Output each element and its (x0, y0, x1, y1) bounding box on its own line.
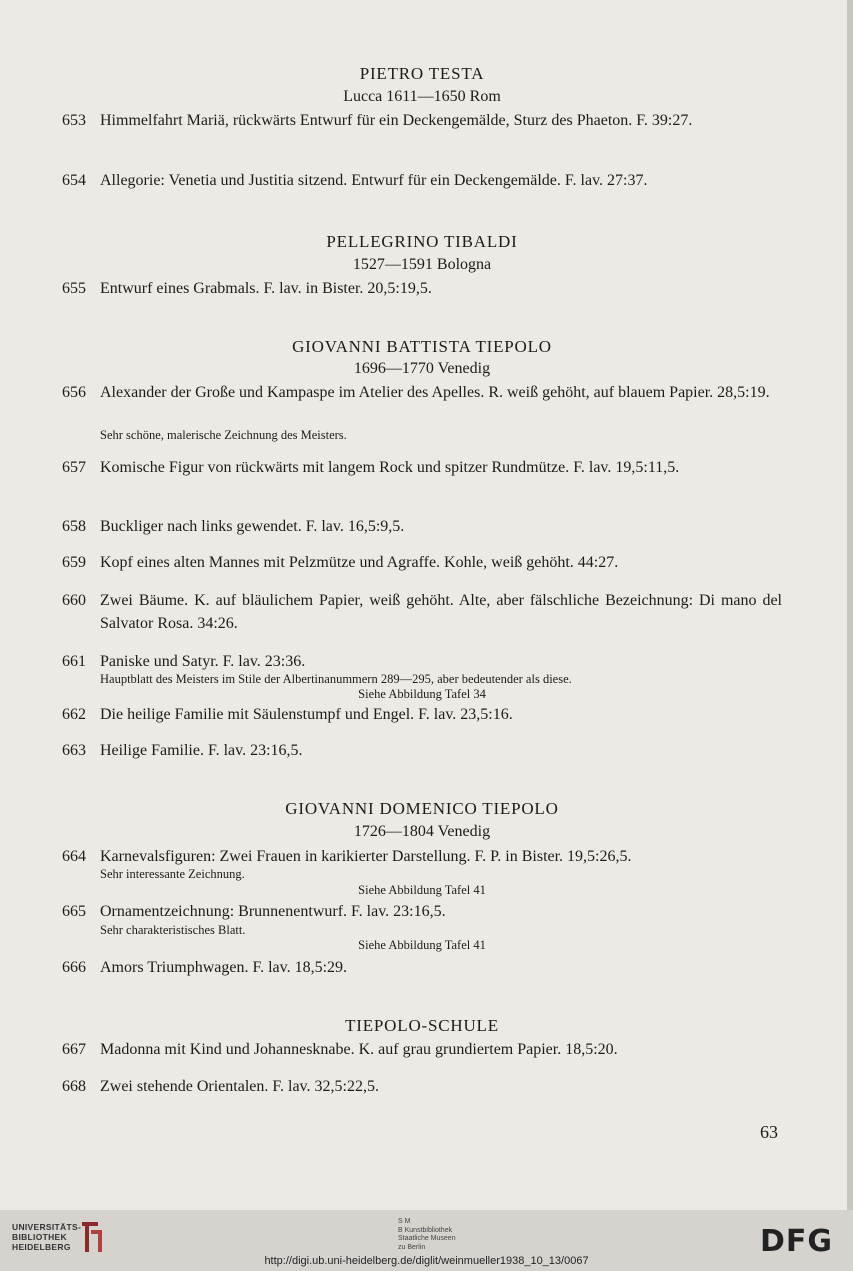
artist-dates: 1726—1804 Venedig (353, 823, 491, 840)
catalog-entry (62, 109, 782, 132)
entry-number: 653 (62, 112, 86, 129)
catalog-entry (62, 956, 782, 979)
entry-number: 661 (62, 653, 86, 670)
entry-number: 664 (62, 848, 86, 865)
artist-heading: GIOVANNI DOMENICO TIEPOLO (285, 799, 559, 818)
library-name[interactable] (12, 1222, 81, 1252)
artist-heading: GIOVANNI BATTISTA TIEPOLO (292, 337, 552, 356)
entry-note: Sehr schöne, malerische Zeichnung des Meisters. (100, 428, 347, 442)
entry-text: Alexander der Große und Kampaspe im Atelier des Apelles. R. weiß gehöht, auf blauem Papier. 28,5:19. (100, 384, 770, 401)
entry-number: 662 (62, 706, 86, 723)
entry-note: Sehr charakteristisches Blatt. (100, 923, 246, 937)
artist-heading: TIEPOLO-SCHULE (345, 1016, 499, 1035)
catalog-entry (62, 703, 782, 726)
entry-text: Zwei Bäume. K. auf bläulichem Papier, weiß gehöht. Alte, aber fälschliche Bezeichnung: Di mano del Salvator Rosa. 34:26. (100, 592, 782, 632)
artist-heading: PELLEGRINO TIBALDI (326, 232, 518, 251)
entry-note: Sehr interessante Zeichnung. (100, 867, 245, 881)
entry-text: Madonna mit Kind und Johannesknabe. K. auf grau grundiertem Papier. 18,5:20. (100, 1041, 618, 1058)
entry-number: 668 (62, 1078, 86, 1095)
artist-heading: PIETRO TESTA (359, 64, 485, 83)
artist-dates: 1696—1770 Venedig (353, 360, 491, 377)
entry-text: Amors Triumphwagen. F. lav. 18,5:29. (100, 959, 348, 976)
catalog-entry (62, 551, 782, 574)
catalog-entry (62, 845, 782, 868)
entry-number: 666 (62, 959, 86, 976)
museum-credit-line: S M (398, 1218, 411, 1225)
entry-number: 656 (62, 384, 86, 401)
page-number: 63 (760, 1122, 778, 1142)
entry-text: Allegorie: Venetia und Justitia sitzend. Entwurf für ein Deckengemälde. F. lav. 27:37. (100, 172, 648, 189)
entry-note: Hauptblatt des Meisters im Stile der Albertinanummern 289—295, aber bedeutender als diese. (100, 672, 572, 686)
plate-reference: Siehe Abbildung Tafel 34 (358, 687, 486, 701)
entry-text: Heilige Familie. F. lav. 23:16,5. (100, 742, 303, 759)
library-name-line: UNIVERSITÄTS- (12, 1222, 82, 1232)
page-edge (847, 0, 853, 1210)
catalog-entry (62, 515, 782, 538)
entry-text: Ornamentzeichnung: Brunnenentwurf. F. lav. 23:16,5. (100, 903, 446, 920)
entry-text: Karnevalsfiguren: Zwei Frauen in karikierter Darstellung. F. P. in Bister. 19,5:26,5. (100, 848, 632, 865)
museum-credit-line: Staatliche Museen (398, 1235, 456, 1242)
entry-number: 667 (62, 1041, 86, 1058)
permalink[interactable]: http://digi.ub.uni-heidelberg.de/diglit/weinmueller1938_10_13/0067 (264, 1255, 589, 1267)
viewer-footer (0, 1210, 853, 1271)
entry-number: 665 (62, 903, 86, 920)
entry-number: 654 (62, 172, 86, 189)
catalog-entry (62, 277, 782, 300)
artist-dates: Lucca 1611—1650 Rom (343, 88, 501, 105)
catalog-entry (62, 456, 782, 479)
entry-number: 660 (62, 592, 86, 609)
catalog-entry (62, 381, 782, 404)
museum-credit-line: zu Berlin (398, 1243, 426, 1251)
entry-number: 663 (62, 742, 86, 759)
plate-reference: Siehe Abbildung Tafel 41 (358, 883, 486, 897)
entry-text: Entwurf eines Grabmals. F. lav. in Bister. 20,5:19,5. (100, 280, 432, 297)
catalog-entry (62, 739, 782, 762)
library-name-line: HEIDELBERG (12, 1242, 71, 1252)
entry-text: Buckliger nach links gewendet. F. lav. 16,5:9,5. (100, 518, 405, 535)
entry-text: Kopf eines alten Mannes mit Pelzmütze und Agraffe. Kohle, weiß gehöht. 44:27. (100, 554, 619, 571)
dfg-logo[interactable]: DFG (760, 1224, 834, 1259)
catalog-entry (62, 900, 782, 923)
entry-number: 659 (62, 554, 86, 571)
entry-number: 655 (62, 280, 86, 297)
library-logo-icon (80, 1218, 104, 1254)
entry-text: Komische Figur von rückwärts mit langem Rock und spitzer Rundmütze. F. lav. 19,5:11,5. (100, 459, 680, 476)
artist-dates: 1527—1591 Bologna (352, 256, 492, 273)
catalog-entry (62, 650, 782, 673)
library-name-line: BIBLIOTHEK (12, 1232, 67, 1242)
plate-reference: Siehe Abbildung Tafel 41 (358, 938, 486, 952)
entry-text: Zwei stehende Orientalen. F. lav. 32,5:22,5. (100, 1078, 379, 1095)
entry-text: Paniske und Satyr. F. lav. 23:36. (100, 653, 306, 670)
catalog-entry (62, 589, 782, 635)
catalog-entry (62, 1075, 782, 1098)
catalog-entry (62, 169, 782, 192)
museum-credit-line: B Kunstbibliothek (398, 1226, 453, 1234)
museum-credit (398, 1218, 456, 1252)
entry-text: Die heilige Familie mit Säulenstumpf und Engel. F. lav. 23,5:16. (100, 706, 513, 723)
entry-number: 657 (62, 459, 86, 476)
catalog-entry (62, 1038, 782, 1061)
entry-number: 658 (62, 518, 86, 535)
entry-text: Himmelfahrt Mariä, rückwärts Entwurf für ein Deckengemälde, Sturz des Phaeton. F. 39:27. (100, 112, 693, 129)
